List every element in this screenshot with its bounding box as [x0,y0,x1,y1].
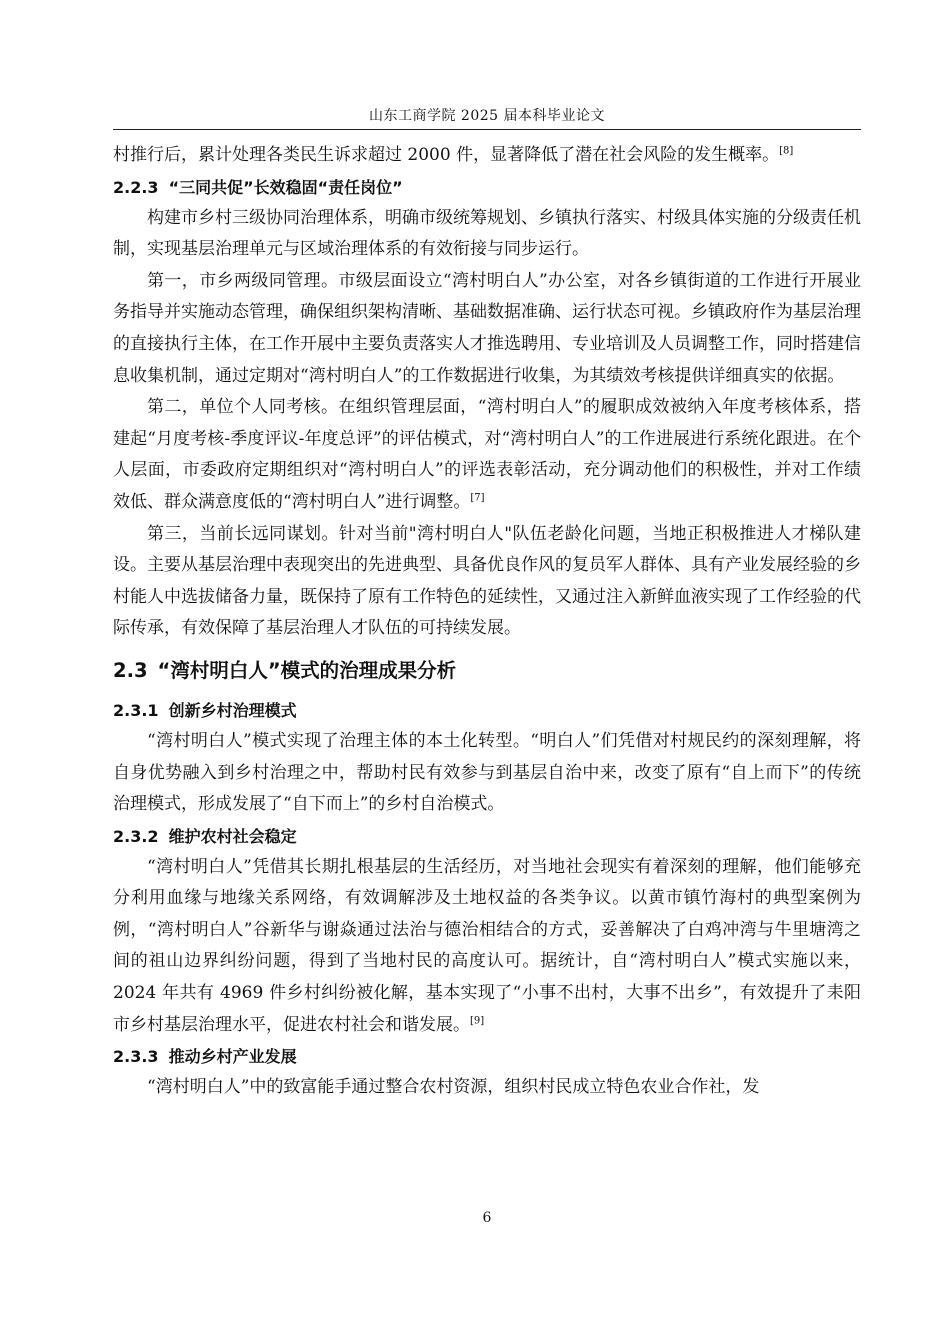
section-title: “湾村明白人”模式的治理成果分析 [157,658,457,682]
paragraph: 第三，当前长远同谋划。针对当前"湾村明白人"队伍老龄化问题，当地正积极推进人才梯队建设。主要从基层治理中表现突出的先进典型、具备优良作风的复员军人群体、具有产业发展经验的乡村能人中选拔储备力量，既保持了原有工作特色的延续性，又通过注入新鲜血液实现了工作经验的代际传承，有效保障了基层治理人才队伍的可持续发展。 [113,523,861,639]
paragraph-text: “湾村明白人”凭借其长期扎根基层的生活经历，对当地社会现实有着深刻的理解，他们能够充分利用血缘与地缘关系网络，有效调解涉及土地权益的各类争议。以黄市镇竹海村的典型案例为例，“湾村明白人”谷新华与谢焱通过法治与德治相结合的方式，妥善解决了白鸡冲湾与牛里塘湾之间的祖山边界纠纷问题，得到了当地村民的高度认可。据统计，自“湾村明白人”模式实施以来，2024 年共有 4969 件乡村纠纷被化解，基本实现了“小事不出村，大事不出乡”，有效提升了耒阳市乡村基层治理水平，促进农村社会和谐发展。 [113,856,861,1035]
citation-ref: [8] [779,145,794,157]
paragraph: 第一，市乡两级同管理。市级层面设立“湾村明白人”办公室，对各乡镇街道的工作进行开展业务指导并实施动态管理，确保组织架构清晰、基础数据准确、运行状态可视。乡镇政府作为基层治理的直接执行主体，在工作开展中主要负责落实人才推选聘用、专业培训及人员调整工作，同时搭建信息收集机制，通过定期对“湾村明白人”的工作数据进行收集，为其绩效考核提供详细真实的依据。 [113,270,861,386]
page-header: 山东工商学院 2025 届本科毕业论文 [368,108,606,124]
paragraph: “湾村明白人”模式实现了治理主体的本土化转型。“明白人”们凭借对村规民约的深刻理解，将自身优势融入到乡村治理之中，帮助村民有效参与到基层自治中来，改变了原有“自上而下”的传统治理模式，形成发展了“自下而上”的乡村自治模式。 [113,730,861,815]
section-heading-2-3 [113,653,861,689]
citation-ref: [9] [470,1015,485,1026]
paragraph-text: 村推行后，累计处理各类民生诉求超过 2000 件，显著降低了潜在社会风险的发生概率。 [113,145,780,165]
section-title: 推动乡村产业发展 [168,1047,297,1067]
document-body [113,140,861,1104]
section-number: 2.3 [113,658,148,682]
section-number: 2.3.2 [113,826,159,846]
paragraph: “湾村明白人”中的致富能手通过整合农村资源，组织村民成立特色农业合作社，发 [147,1077,760,1098]
section-heading-2-3-2 [113,821,861,852]
section-number: 2.2.3 [113,177,159,197]
section-number: 2.3.3 [113,1047,159,1067]
section-heading-2-2-3 [113,172,861,203]
citation-ref: [7] [470,492,485,504]
page-number: 6 [482,1210,492,1226]
section-title: “三同共促”长效稳固“责任岗位” [168,177,403,197]
header-divider [113,129,861,130]
section-heading-2-3-3 [113,1041,861,1072]
section-heading-2-3-1 [113,695,861,726]
paragraph-text: 第二，单位个人同考核。在组织管理层面，“湾村明白人”的履职成效被纳入年度考核体系，搭建起“月度考核-季度评议-年度总评”的评估模式，对“湾村明白人”的工作进展进行系统化跟进。在个人层面，市委政府定期组织对“湾村明白人”的评选表彰活动，充分调动他们的积极性，并对工作绩效低、群众满意度低的“湾村明白人”进行调整。 [113,397,861,512]
section-title: 维护农村社会稳定 [168,826,297,846]
section-number: 2.3.1 [113,700,159,720]
paragraph-continuation [113,140,861,172]
paragraph [113,852,861,1042]
section-title: 创新乡村治理模式 [168,700,297,720]
paragraph [113,392,861,518]
paragraph: 构建市乡村三级协同治理体系，明确市级统筹规划、乡镇执行落实、村级具体实施的分级责任机制，实现基层治理单元与区域治理体系的有效衔接与同步运行。 [113,207,861,260]
